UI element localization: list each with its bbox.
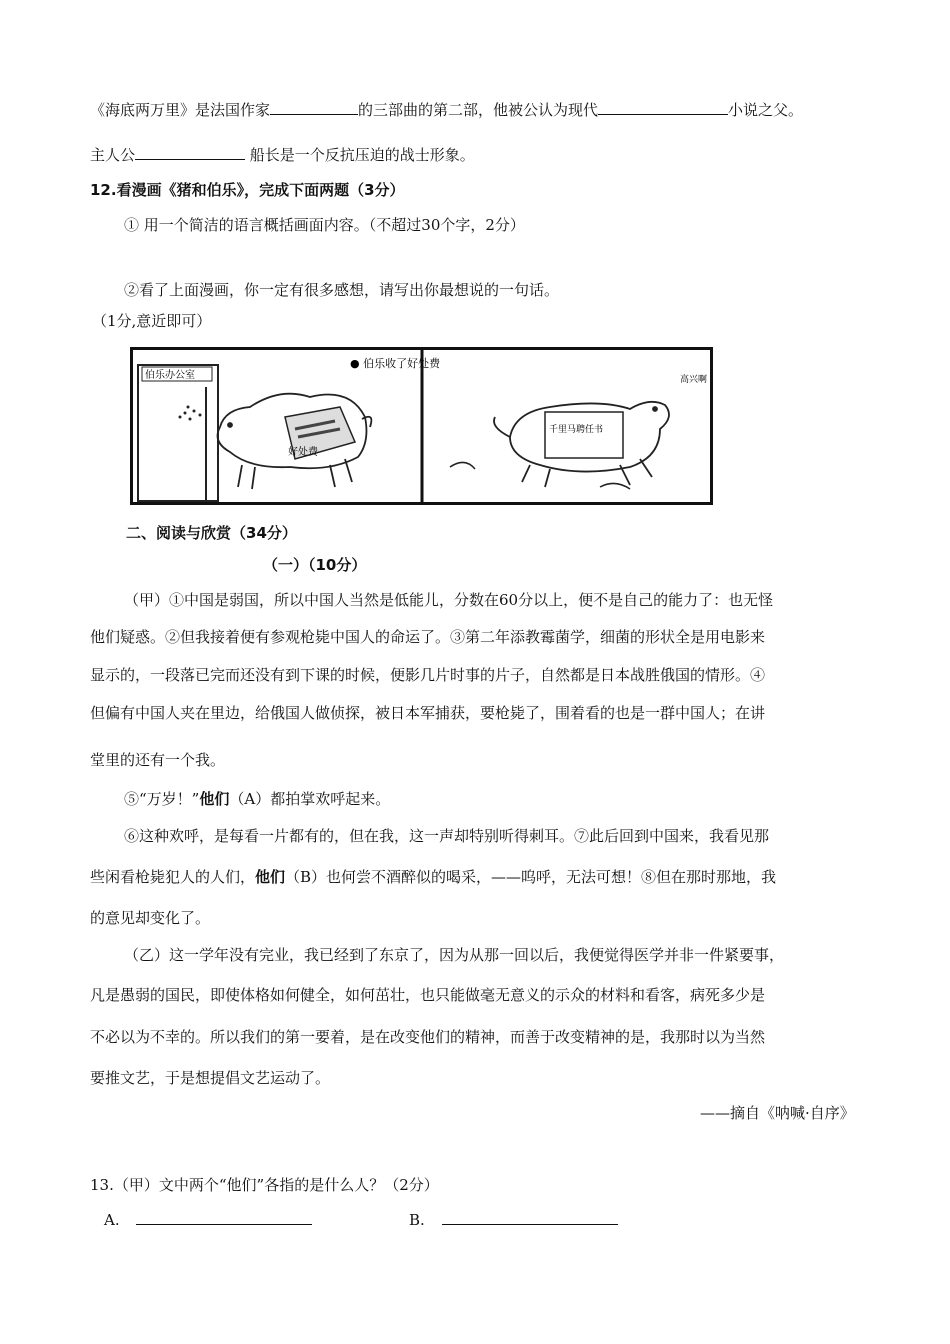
passage-jia-line: 但偏有中国人夹在里边，给俄国人做侦探，被日本军捕获，要枪毙了，围着看的也是一群中国人；在讲: [90, 704, 766, 722]
genre-blank[interactable]: [598, 100, 728, 115]
comic-pig-and-bole: [130, 347, 713, 505]
p6-text-a: 些闲看枪毙犯人的人们，: [90, 868, 256, 886]
q13-b-label: B.: [409, 1211, 425, 1229]
q13-answer-a: [104, 1210, 312, 1230]
passage-p6-line2: [90, 867, 776, 887]
q12-title: 12.看漫画《猪和伯乐》，完成下面两题（3分）: [90, 181, 405, 199]
passage-p6-line1: ⑥这种欢呼，是每看一片都有的，但在我，这一声却特别听得刺耳。⑦此后回到中国来，我看见那: [124, 827, 770, 845]
q13-b-blank[interactable]: [442, 1210, 618, 1225]
passage-yi-line: 不必以为不幸的。所以我们的第一要着，是在改变他们的精神，而善于改变精神的是，我那时以为当然: [90, 1028, 766, 1046]
q13-answer-b: [409, 1210, 618, 1230]
passage-jia-line: 他们疑惑。②但我接着便有参观枪毙中国人的命运了。③第二年添教霉菌学，细菌的形状全是用电影来: [90, 628, 766, 646]
passage-yi-line: （乙）这一学年没有完业，我已经到了东京了，因为从那一回以后，我便觉得医学并非一件紧要事，: [124, 946, 785, 964]
pig-sack-label: 好处费: [288, 447, 318, 458]
passage-jia-line: 显示的，一段落已完而还没有到下课的时候，便影几片时事的片子，自然都是日本战胜俄国的情形。④: [90, 666, 766, 684]
p5-them-a: 他们: [199, 790, 230, 808]
q12-sub2-note: （1分,意近即可）: [92, 312, 212, 330]
q13-a-blank[interactable]: [136, 1210, 312, 1225]
q12-sub1: ① 用一个简洁的语言概括画面内容。（不超过30个字，2分）: [124, 216, 525, 234]
p5-text-c: （A）都拍掌欢呼起来。: [229, 790, 391, 808]
q12-sub2: ②看了上面漫画，你一定有很多感想，请写出你最想说的一句话。: [124, 281, 560, 299]
section2-part1: （一）（10分）: [263, 556, 367, 574]
section2-heading: 二、阅读与欣赏（34分）: [126, 524, 297, 542]
passage-p6-line3: 的意见却变化了。: [90, 909, 211, 927]
passage-yi-line: 要推文艺，于是想提倡文艺运动了。: [90, 1069, 331, 1087]
author-blank[interactable]: [270, 100, 358, 115]
pig-doc-label: 千里马聘任书: [549, 425, 604, 435]
q11-text-c: 小说之父。: [728, 101, 804, 119]
q11-line1: [90, 100, 803, 120]
passage-yi-line: 凡是愚弱的国民，即使体格如何健全，如何茁壮，也只能做毫无意义的示众的材料和看客，病死多少是: [90, 986, 766, 1004]
passage-jia-line: 堂里的还有一个我。: [90, 751, 226, 769]
q11-text-b: 的三部曲的第二部，他被公认为现代: [358, 101, 599, 119]
q11-line2: [90, 145, 475, 165]
passage-p5: [124, 789, 390, 809]
p6-them-b: 他们: [255, 868, 286, 886]
protagonist-blank[interactable]: [135, 145, 245, 160]
q11-text-e: 船长是一个反抗压迫的战士形象。: [245, 146, 475, 164]
passage-jia-line: （甲）①中国是弱国，所以中国人当然是低能儿，分数在60分以上，便不是自己的能力了：也无怪: [124, 591, 774, 609]
p6-text-c: （B）也何尝不酒醉似的喝采，——呜呼，无法可想！⑧但在那时那地，我: [285, 868, 777, 886]
office-sign: 伯乐办公室: [145, 370, 195, 381]
p5-text-a: ⑤“万岁！”: [124, 790, 200, 808]
q13-title: 13.（甲）文中两个“他们”各指的是什么人？（2分）: [90, 1176, 439, 1194]
passage-source: ——摘自《呐喊·自序》: [700, 1104, 855, 1122]
comic-caption: ● 伯乐收了好处费: [350, 357, 441, 370]
pig-speech: 高兴啊: [680, 375, 708, 385]
q13-a-label: A.: [104, 1211, 120, 1229]
q11-text-d: 主人公: [90, 146, 136, 164]
appointment-letter-icon: [545, 412, 623, 458]
q11-text-a: 《海底两万里》是法国作家: [90, 101, 271, 119]
